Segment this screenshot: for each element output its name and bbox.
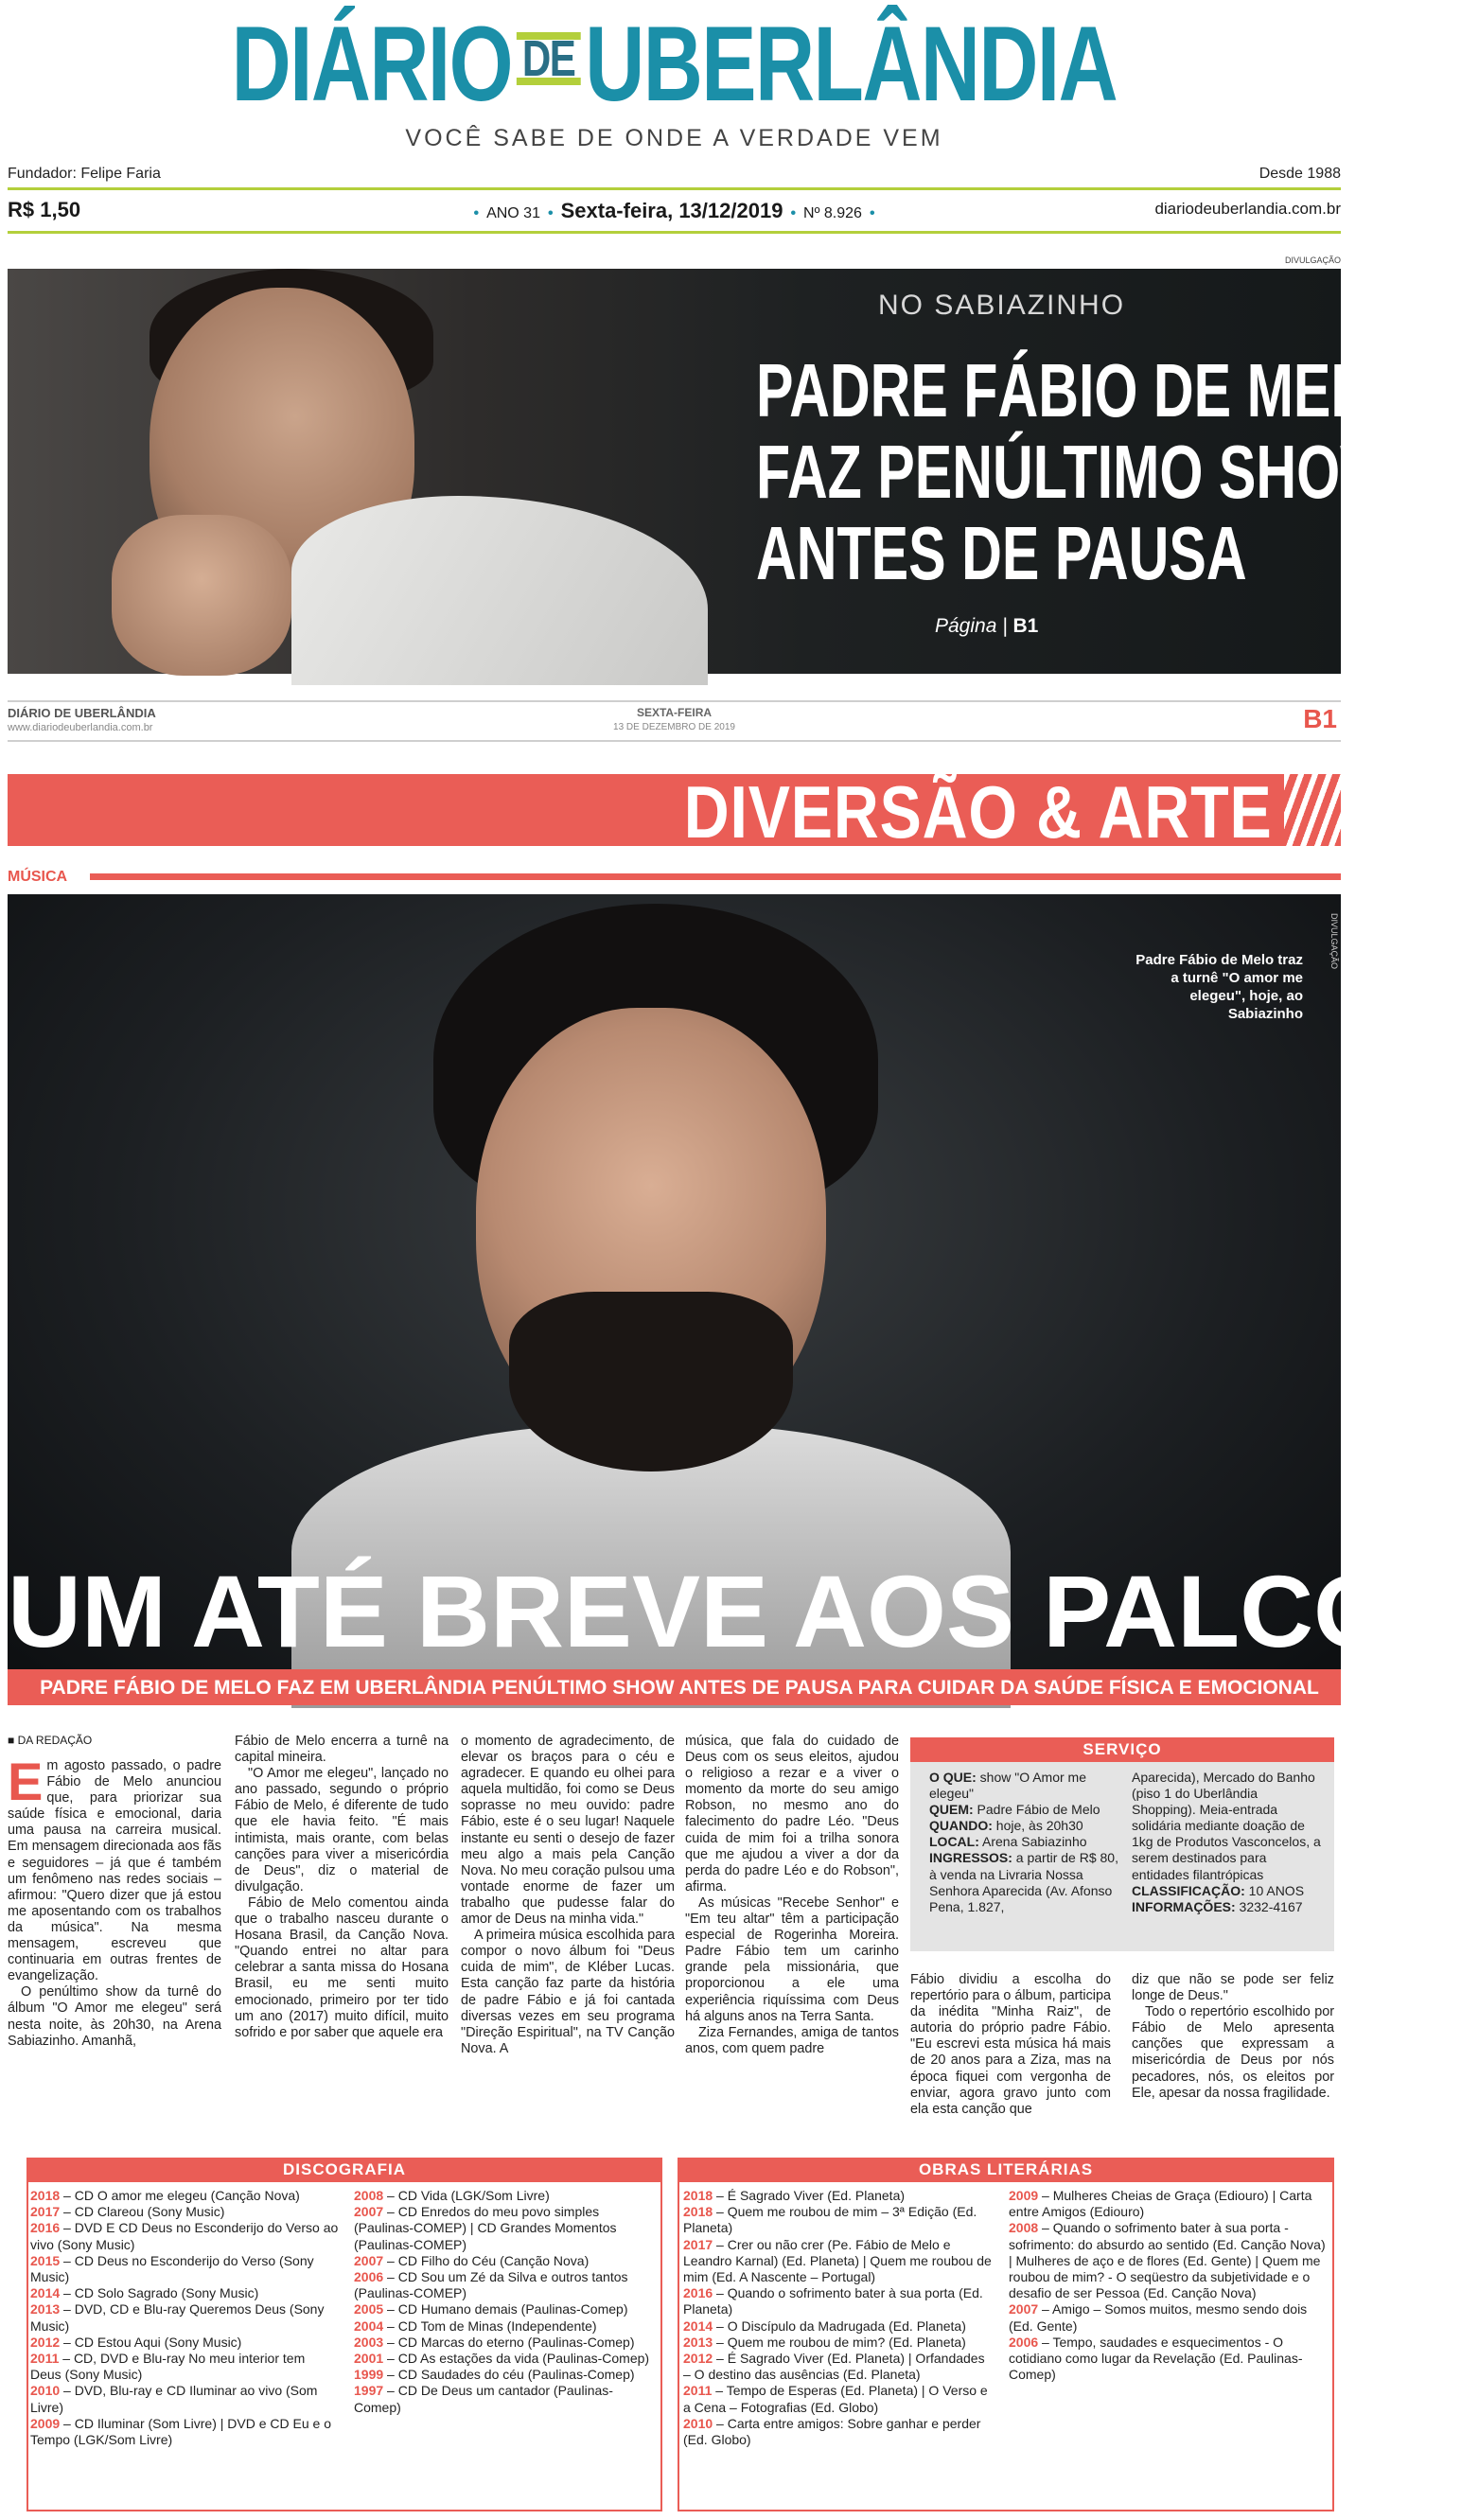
page-number: B1 — [1303, 704, 1337, 733]
service-item: LOCAL: Arena Sabiazinho — [929, 1834, 1087, 1850]
list-item: 2014 – O Discípulo da Madrugada (Ed. Planeta) — [683, 2317, 966, 2334]
list-item: 2018 – É Sagrado Viver (Ed. Planeta) — [683, 2188, 906, 2203]
list-item: 2015 – CD Deus no Esconderijo do Verso (Sony Music) — [30, 2252, 314, 2285]
divider — [8, 231, 1341, 234]
list-item: 2009 – Mulheres Cheias de Graça (Ediouro) | Carta entre Amigos (Ediouro) — [1009, 2188, 1312, 2220]
service-right-column — [1132, 1770, 1321, 1915]
list-item: 2007 – CD Filho do Céu (Canção Nova) — [354, 2252, 590, 2268]
list-item: 2017 – CD Clareou (Sony Music) — [30, 2204, 225, 2220]
list-item: 1999 – CD Saudades do céu (Paulinas-Comep) — [354, 2367, 635, 2383]
service-item: Aparecida), Mercado do Banho (piso 1 do Uberlândia Shopping). Meia-entrada solidária mediante doação de 1kg de Produtos Vasconcelos, a serem destinados para entidades filantrópicas — [1132, 1770, 1321, 1882]
article-column-6 — [1132, 1972, 1334, 2102]
page-header-site: www.diariodeuberlandia.com.br — [8, 722, 153, 733]
photo-caption: Padre Fábio de Melo traz a turnê "O amor me elegeu", hoje, ao Sabiazinho — [1135, 952, 1303, 1022]
byline: ■ DA REDAÇÃO — [8, 1734, 93, 1747]
article-paragraph: música, que fala do cuidado de Deus com os seus eleitos, ajudou o religioso a rezar e a viver o momento da morte do seu amigo Robson, no mesmo ano do falecimento do padre Léo. "Deus cuida de mim foi a trilha sonora que me ajudou a viver a dor da perda do padre Léo e do Robson", afirma. — [685, 1734, 899, 1894]
service-item: QUEM: Padre Fábio de Melo — [929, 1802, 1100, 1818]
edition-number: Nº 8.926 — [803, 205, 862, 221]
photo-credit: DIVULGAÇÃO — [1329, 913, 1339, 970]
article-paragraph: Ziza Fernandes, amiga de tantos anos, com quem padre — [685, 2024, 899, 2056]
masthead-logo: DIÁRIO DEUBERLÂNDIA — [231, 5, 1118, 123]
list-item: 2011 – Tempo de Esperas (Ed. Planeta) | O Verso e a Cena – Fotografias (Ed. Globo) — [683, 2383, 988, 2415]
service-item: INFORMAÇÕES: 3232-4167 — [1132, 1898, 1303, 1914]
list-item: 2010 – Carta entre amigos: Sobre ganhar e perder (Ed. Globo) — [683, 2415, 981, 2448]
article-headline: UM ATÉ BREVE AOS PALCOS — [8, 1554, 1461, 1668]
list-item: 2013 – DVD, CD e Blu-ray Queremos Deus (Sony Music) — [30, 2301, 325, 2334]
discography-left-list — [30, 2188, 339, 2448]
divider — [8, 187, 1341, 190]
service-item: INGRESSOS: a partir de R$ 80, à venda na Livraria Nossa Senhora Aparecida (Av. Afonso Pena, 1.827, — [929, 1850, 1118, 1914]
hero-credit: DIVULGAÇÃO — [1284, 256, 1341, 265]
article-paragraph: A primeira música escolhida para compor o novo álbum foi "Deus cuida de mim", de Kléber Lucas. Esta canção faz parte da história de padre Fábio e já foi cantada diversas vezes em seu programa "Direção Espiritual", na TV Canção Nova. A — [461, 1928, 675, 2056]
article-column-2 — [235, 1734, 449, 2041]
list-item: 2007 – CD Enredos do meu povo simples (Paulinas-COMEP) | CD Grandes Momentos (Paulinas-COMEP) — [354, 2204, 617, 2252]
service-box-title: SERVIÇO — [910, 1737, 1334, 1762]
article-paragraph: diz que não se pode ser feliz longe de Deus." — [1132, 1972, 1334, 2004]
article-column-4 — [685, 1734, 899, 2057]
tagline: VOCÊ SABE DE ONDE A VERDADE VEM — [405, 125, 943, 151]
hero-headline-line: ANTES DE PAUSA — [756, 511, 1247, 595]
list-item: 2017 – Crer ou não crer (Pe. Fábio de Melo e Leandro Karnal) (Ed. Planeta) | Quem me roubou de mim (Ed. A Nascente – Portugal) — [683, 2236, 992, 2285]
service-left-column — [929, 1770, 1118, 1915]
list-item: 2009 – CD Iluminar (Som Livre) | DVD e CD Eu e o Tempo (LGK/Som Livre) — [30, 2415, 331, 2448]
list-item: 2016 – DVD E CD Deus no Esconderijo do Verso ao vivo (Sony Music) — [30, 2220, 339, 2252]
hero-kicker: NO SABIAZINHO — [878, 290, 1126, 321]
discography-right-list — [354, 2188, 659, 2416]
list-item: 2016 – Quando o sofrimento bater à sua porta (Ed. Planeta) — [683, 2285, 983, 2317]
article-paragraph: o momento de agradecimento, de elevar os braços para o céu e agradecer. E quando eu olhei para aquela multidão, foi como se Deus soprasse no meu ouvido: padre Fábio, este é o seu lugar! Naquele instante eu senti o desejo de fazer meu algo a mais pela Canção Nova. No meu coração pulsou uma vontade enorme de fazer um trabalho que pudesse falar do amor de Deus na minha vida." — [461, 1734, 675, 1928]
founded-year: Desde 1988 — [1259, 166, 1341, 182]
article-paragraph: O penúltimo show da turnê do álbum "O Amor me elegeu" será nesta noite, às 20h30, na Arena Sabiazinho. Amanhã, — [8, 1984, 221, 2049]
photo-beard — [509, 1292, 793, 1471]
article-subhead: PADRE FÁBIO DE MELO FAZ EM UBERLÂNDIA PENÚLTIMO SHOW ANTES DE PAUSA PARA CUIDAR DA SAÚDE FÍSICA E EMOCIONAL — [40, 1677, 1319, 1699]
list-item: 2003 – CD Marcas do eterno (Paulinas-Comep) — [354, 2334, 635, 2350]
founder: Fundador: Felipe Faria — [8, 166, 161, 182]
section-rule — [90, 873, 1341, 880]
divider — [8, 700, 1341, 702]
divider — [8, 740, 1341, 742]
hero-headline-line: PADRE FÁBIO DE MELO — [756, 348, 1409, 432]
hero-photo-shirt — [291, 496, 708, 685]
page-header-paper: DIÁRIO DE UBERLÂNDIA — [8, 706, 156, 720]
list-item: 2006 – CD Sou um Zé da Silva e outros tantos (Paulinas-COMEP) — [354, 2269, 628, 2301]
list-item: 2010 – DVD, Blu-ray e CD Iluminar ao vivo (Som Livre) — [30, 2383, 318, 2415]
site-link[interactable]: diariodeuberlandia.com.br — [1154, 200, 1341, 218]
list-item: 2014 – CD Solo Sagrado (Sony Music) — [30, 2285, 259, 2301]
article-paragraph: Fábio dividiu a escolha do repertório para o álbum, participa da inédita "Minha Raiz", de autoria do próprio padre Fábio. "Eu escrevi esta música há mais de 20 anos para a Ziza, mas na época fiquei com vergonha de enviar, agora gravo junto com ela esta canção que — [910, 1972, 1111, 2117]
list-item: 2012 – CD Estou Aqui (Sony Music) — [30, 2334, 242, 2350]
service-item: CLASSIFICAÇÃO: 10 ANOS — [1132, 1882, 1305, 1898]
list-item: 1997 – CD De Deus um cantador (Paulinas-Comep) — [354, 2383, 613, 2415]
edition-info: • ANO 31 • Sexta-feira, 13/12/2019 • Nº 8.926 • — [473, 199, 875, 222]
dropcap: E — [8, 1752, 44, 1811]
article-paragraph: As músicas "Recebe Senhor" e "Em teu altar" têm a participação especial de Rogerinha Moreira. Padre Fábio tem um carinho grande pela missionária, que proporcionou a ele uma experiência riquíssima com Deus há alguns anos na Terra Santa. — [685, 1894, 899, 2024]
list-item: 2018 – Quem me roubou de mim – 3ª Edição (Ed. Planeta) — [683, 2204, 977, 2236]
article-paragraph: "O Amor me elegeu", lançado no ano passado, segundo o próprio Fábio de Melo, é diferente de tudo que ele havia feito. "É mais intimista, mais orante, com belas canções para viver a misericórdia de Deus", diz o material de divulgação. — [235, 1766, 449, 1894]
list-item: 2018 – CD O amor me elegeu (Canção Nova) — [30, 2188, 300, 2203]
page-header-date: 13 DE DEZEMBRO DE 2019 — [613, 722, 735, 732]
list-item: 2007 – Amigo – Somos muitos, mesmo sendo dois (Ed. Gente) — [1009, 2301, 1308, 2334]
hero-photo-hands — [112, 515, 291, 676]
section-stripes — [1284, 774, 1341, 846]
price: R$ 1,50 — [8, 198, 81, 221]
list-item: 2005 – CD Humano demais (Paulinas-Comep) — [354, 2301, 628, 2317]
service-item: QUANDO: hoje, às 20h30 — [929, 1818, 1083, 1834]
list-item: 2012 – É Sagrado Viver (Ed. Planeta) | Orfandades – O destino das ausências (Ed. Planeta) — [683, 2351, 985, 2383]
books-right-list — [1009, 2188, 1329, 2383]
article-paragraph: Fábio de Melo comentou ainda que o trabalho nasceu durante o Hosana Brasil, da Canção Nova. "Quando entrei no altar para celebrar a santa missa do Hosana Brasil, eu me senti muito emocionado, primeiro por ter tido um ano (2017) muito difícil, muito sofrido e por saber que aquele era — [235, 1894, 449, 2040]
article-paragraph: Todo o repertório escolhido por Fábio de Melo apresenta canções que expressam a misericórdia de Deus por nós pecadores, nós, os eleitos por Ele, apesar da nossa fragilidade. — [1132, 2004, 1334, 2101]
article-paragraph: Fábio de Melo encerra a turnê na capital mineira. — [235, 1734, 449, 1766]
books-left-list — [683, 2188, 995, 2448]
hero-page-ref[interactable]: Página | B1 — [935, 615, 1039, 637]
section-title: DIVERSÃO & ARTE — [684, 770, 1273, 854]
article-paragraph: Em agosto passado, o padre Fábio de Melo anunciou que, para priorizar sua saúde física e emocional, daria uma pausa na carreira musical. Em mensagem direcionada aos fãs e seguidores – já que é também um fenômeno nas redes sociais – afirmou: "Quero dizer que já estou me aposentando com os trabalhos da música". Na mesma mensagem, escreveu que continuaria em outras frentes de evangelização. — [8, 1752, 221, 1984]
list-item: 2001 – CD As estações da vida (Paulinas-Comep) — [354, 2351, 650, 2367]
discography-title: DISCOGRAFIA — [26, 2158, 662, 2182]
service-item: O QUE: show "O Amor me elegeu" — [929, 1770, 1087, 1802]
edition-date: Sexta-feira, 13/12/2019 — [560, 199, 783, 222]
list-item: 2011 – CD, DVD e Blu-ray No meu interior tem Deus (Sony Music) — [30, 2351, 306, 2383]
article-column-1 — [8, 1752, 221, 2050]
list-item: 2013 – Quem me roubou de mim? (Ed. Planeta) — [683, 2334, 966, 2350]
edition-year: ANO 31 — [486, 205, 540, 221]
list-item: 2006 – Tempo, saudades e esquecimentos - O cotidiano como lugar da Revelação (Ed. Paulinas-Comep) — [1009, 2334, 1303, 2383]
article-column-3 — [461, 1734, 675, 2057]
list-item: 2008 – CD Vida (LGK/Som Livre) — [354, 2188, 550, 2203]
hero-banner[interactable] — [8, 269, 1409, 674]
hero-headline-line: FAZ PENÚLTIMO SHOW — [756, 430, 1394, 514]
page-header-weekday: SEXTA-FEIRA — [636, 706, 713, 719]
books-title: OBRAS LITERÁRIAS — [678, 2158, 1334, 2182]
list-item: 2008 – Quando o sofrimento bater à sua porta - sofrimento: do absurdo ao sentido (Ed. Canção Nova) | Mulheres de aço e de flores (Ed. Gente) | Quem me roubou de mim? - O seqüestro da subjetividade e o desafio de ser Pessoa (Ed. Canção Nova) — [1009, 2220, 1326, 2301]
article-column-5 — [910, 1972, 1111, 2118]
section-label: MÚSICA — [8, 869, 68, 885]
list-item: 2004 – CD Tom de Minas (Independente) — [354, 2317, 597, 2334]
